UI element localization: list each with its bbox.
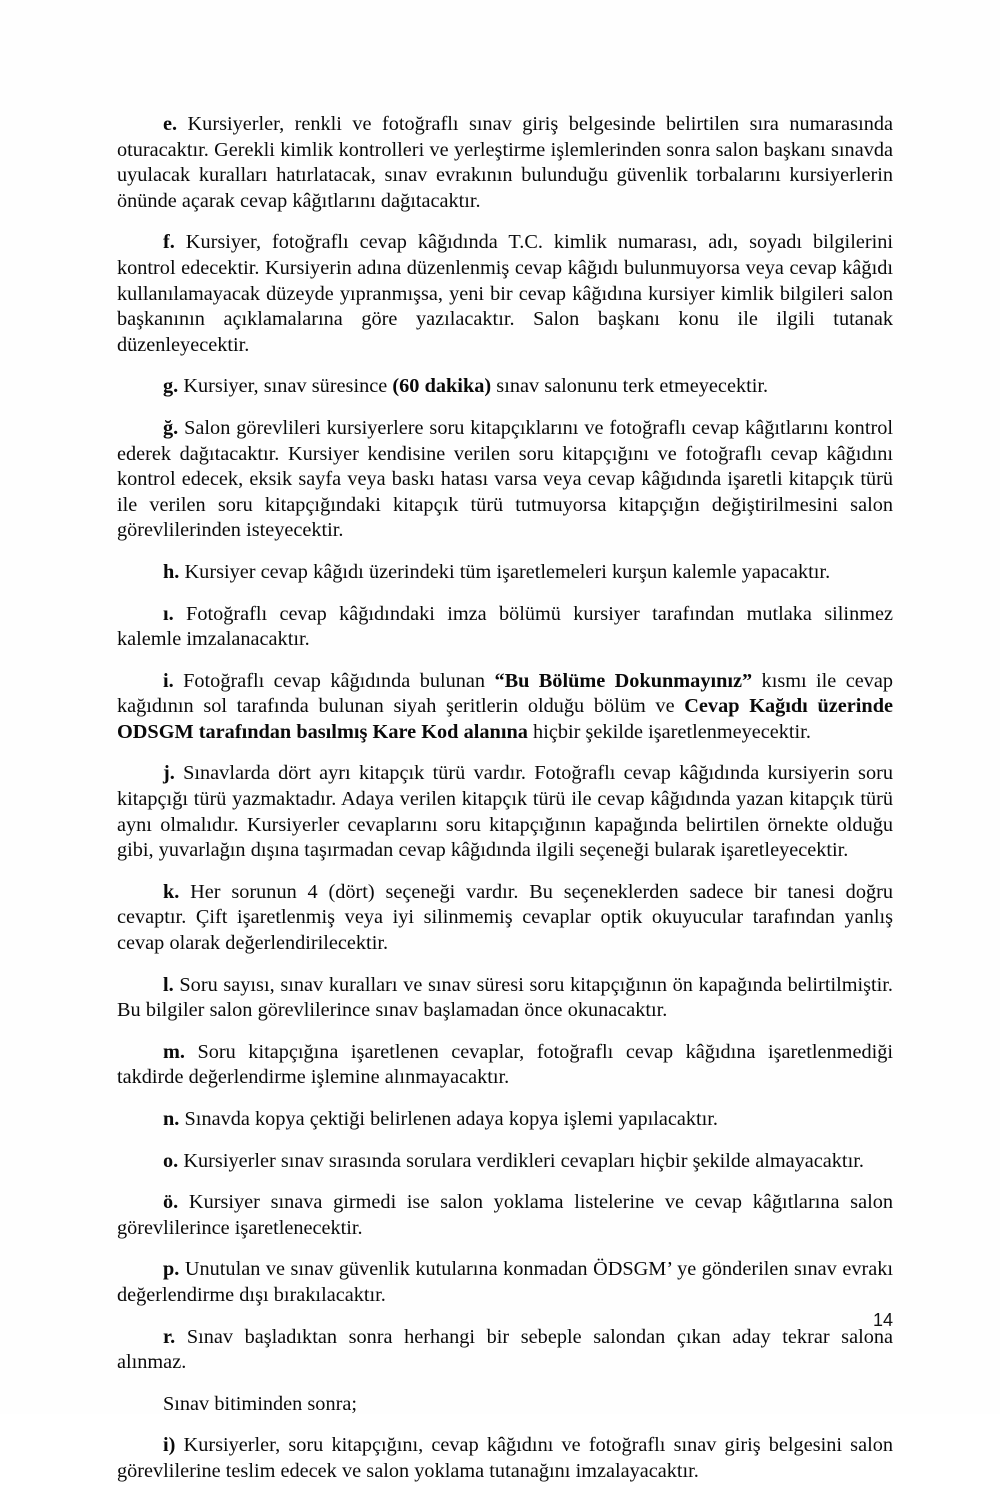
- paragraph: [117, 416, 893, 544]
- paragraph-marker: g.: [163, 375, 179, 398]
- paragraph: [117, 1149, 893, 1175]
- paragraph: [117, 1190, 893, 1241]
- paragraph-marker: ğ.: [163, 416, 179, 439]
- paragraph: [117, 1325, 893, 1376]
- paragraph: [117, 112, 893, 214]
- body-text: Sınavlarda dört ayrı kitapçık türü vardır. Fotoğraflı cevap kâğıdında kursiyerin soru kitapçığı türü yazmaktadır. Adaya verilen kitapçık türü ile cevap kâğıdında yazan kitapçık türü aynı olmalıdır. Kursiyerler cevaplarını soru kitapçığının kapağında belirtilen örnekte olduğu gibi, yuvarlağın dışına taşırmadan cevap kâğıdında ilgili seçeneği bularak işaretleyecektir.: [117, 762, 893, 862]
- body-text: Sınav bitiminden sonra;: [163, 1392, 357, 1415]
- body-text: Kursiyer sınava girmedi ise salon yoklama listelerine ve cevap kâğıtlarına salon görevlilerince işaretlenecektir.: [117, 1191, 893, 1239]
- body-text: Kursiyer, sınav süresince: [178, 375, 393, 398]
- body-text: Sınavda kopya çektiği belirlenen adaya kopya işlemi yapılacaktır.: [179, 1108, 718, 1130]
- paragraph: [117, 1257, 893, 1308]
- paragraph-marker: p.: [163, 1258, 180, 1281]
- paragraph-marker: m.: [163, 1040, 185, 1063]
- paragraph: [117, 669, 893, 746]
- body-text: Soru kitapçığına işaretlenen cevaplar, fotoğraflı cevap kâğıdına işaretlenmediği takdirde değerlendirme işlemine alınmayacaktır.: [117, 1040, 893, 1089]
- paragraph-marker: ı.: [163, 602, 174, 625]
- paragraph-marker: k.: [163, 880, 180, 903]
- paragraph: [117, 973, 893, 1024]
- paragraph: [117, 1433, 893, 1484]
- emphasis-text: Cevap Kağıdı üzerinde ODSGM tarafından basılmış Kare Kod alanına: [117, 695, 893, 743]
- paragraph-marker: ö.: [163, 1191, 179, 1214]
- paragraph: [117, 880, 893, 957]
- paragraph-marker: o.: [163, 1149, 179, 1172]
- paragraph-marker: h.: [163, 560, 180, 583]
- body-text: Salon görevlileri kursiyerlere soru kitapçıklarını ve fotoğraflı cevap kâğıtlarını kontrol ederek dağıtacaktır. Kursiyer kendisine verilen soru kitapçığını ve fotoğraflı cevap kâğıdını kontrol edecek, eksik sayfa veya baskı hatası varsa veya cevap kâğıdında işaretli kitapçık türü ile verilen soru kitapçığındaki kitapçık türü tutmuyorsa kitapçığın değiştirilmesini salon görevlilerinden isteyecektir.: [117, 416, 893, 542]
- paragraph-marker: i): [163, 1434, 176, 1457]
- document-body: [117, 112, 893, 1485]
- body-text: Kursiyerler, renkli ve fotoğraflı sınav giriş belgesinde belirtilen sıra numarasında oturacaktır. Gerekli kimlik kontrolleri ve yerleştirme işlemlerinden sonra salon başkanı sınavda uyulacak kuralları hatırlatacak, sınav evrakının bulunduğu güvenlik torbalarını kursiyerlerin önünde açarak cevap kâğıtlarını dağıtacaktır.: [117, 113, 893, 212]
- body-text: Her sorunun 4 (dört) seçeneği vardır. Bu seçeneklerden sadece bir tanesi doğru cevaptır. Çift işaretlenmiş veya iyi silinmemiş cevaplar optik okuyucular tarafından yanlış cevap olarak değerlendirilecektir.: [117, 880, 893, 955]
- body-text: Unutulan ve sınav güvenlik kutularına konmadan ÖDSGM’ ye gönderilen sınav evrakı değerlendirme dışı bırakılacaktır.: [117, 1258, 893, 1306]
- body-text: hiçbir şekilde işaretlenmeyecektir.: [527, 720, 811, 743]
- paragraph: [117, 602, 893, 653]
- paragraph-marker: f.: [163, 231, 175, 254]
- paragraph: [117, 374, 893, 400]
- page-number: 14: [872, 1310, 893, 1330]
- paragraph: [117, 560, 893, 586]
- emphasis-text: “Bu Bölüme Dokunmayınız”: [494, 669, 753, 692]
- paragraph-marker: l.: [163, 973, 174, 996]
- body-text: sınav salonunu terk etmeyecektir.: [491, 375, 769, 398]
- body-text: Kursiyer, fotoğraflı cevap kâğıdında T.C. kimlik numarası, adı, soyadı bilgilerini kontrol edecektir. Kursiyerin adına düzenlenmiş cevap kâğıdı bulunmuyorsa veya cevap kâğıdı kullanılamayacak düzeyde yıpranmışsa, yeni bir cevap kâğıdına kursiyer kimlik bilgileri salon başkanının açıklamalarına göre yazılacaktır. Salon başkanı konu ile ilgili tutanak düzenleyecektir.: [117, 231, 893, 356]
- paragraph-marker: r.: [163, 1325, 176, 1348]
- paragraph: [117, 1107, 893, 1133]
- paragraph-marker: n.: [163, 1108, 180, 1130]
- body-text: Sınav başladıktan sonra herhangi bir sebeple salondan çıkan aday tekrar salona alınmaz.: [117, 1325, 893, 1374]
- paragraph-marker: e.: [163, 113, 178, 135]
- paragraph-marker: i.: [163, 669, 174, 692]
- emphasis-text: (60 dakika): [392, 375, 492, 398]
- paragraph: [117, 230, 893, 358]
- body-text: Kursiyerler sınav sırasında sorulara verdikleri cevapları hiçbir şekilde almayacaktır.: [178, 1149, 864, 1172]
- body-text: Fotoğraflı cevap kâğıdında bulunan: [173, 669, 495, 692]
- body-text: Kursiyerler, soru kitapçığını, cevap kâğıdını ve fotoğraflı sınav giriş belgesini salon görevlilerine teslim edecek ve salon yoklama tutanağını imzalayacaktır.: [117, 1434, 893, 1482]
- paragraph-marker: j.: [163, 762, 175, 785]
- paragraph: [117, 761, 893, 863]
- body-text: Fotoğraflı cevap kâğıdındaki imza bölümü kursiyer tarafından mutlaka silinmez kalemle imzalanacaktır.: [117, 602, 893, 651]
- body-text: Soru sayısı, sınav kuralları ve sınav süresi soru kitapçığının ön kapağında belirtilmiştir. Bu bilgiler salon görevlilerince sınav başlamadan önce okunacaktır.: [117, 973, 893, 1022]
- body-text: kısmı ile cevap kağıdının sol tarafında bulunan siyah şeritlerin olduğu bölüm ve: [117, 669, 893, 718]
- paragraph: [117, 1040, 893, 1091]
- body-text: Kursiyer cevap kâğıdı üzerindeki tüm işaretlemeleri kurşun kalemle yapacaktır.: [179, 560, 831, 583]
